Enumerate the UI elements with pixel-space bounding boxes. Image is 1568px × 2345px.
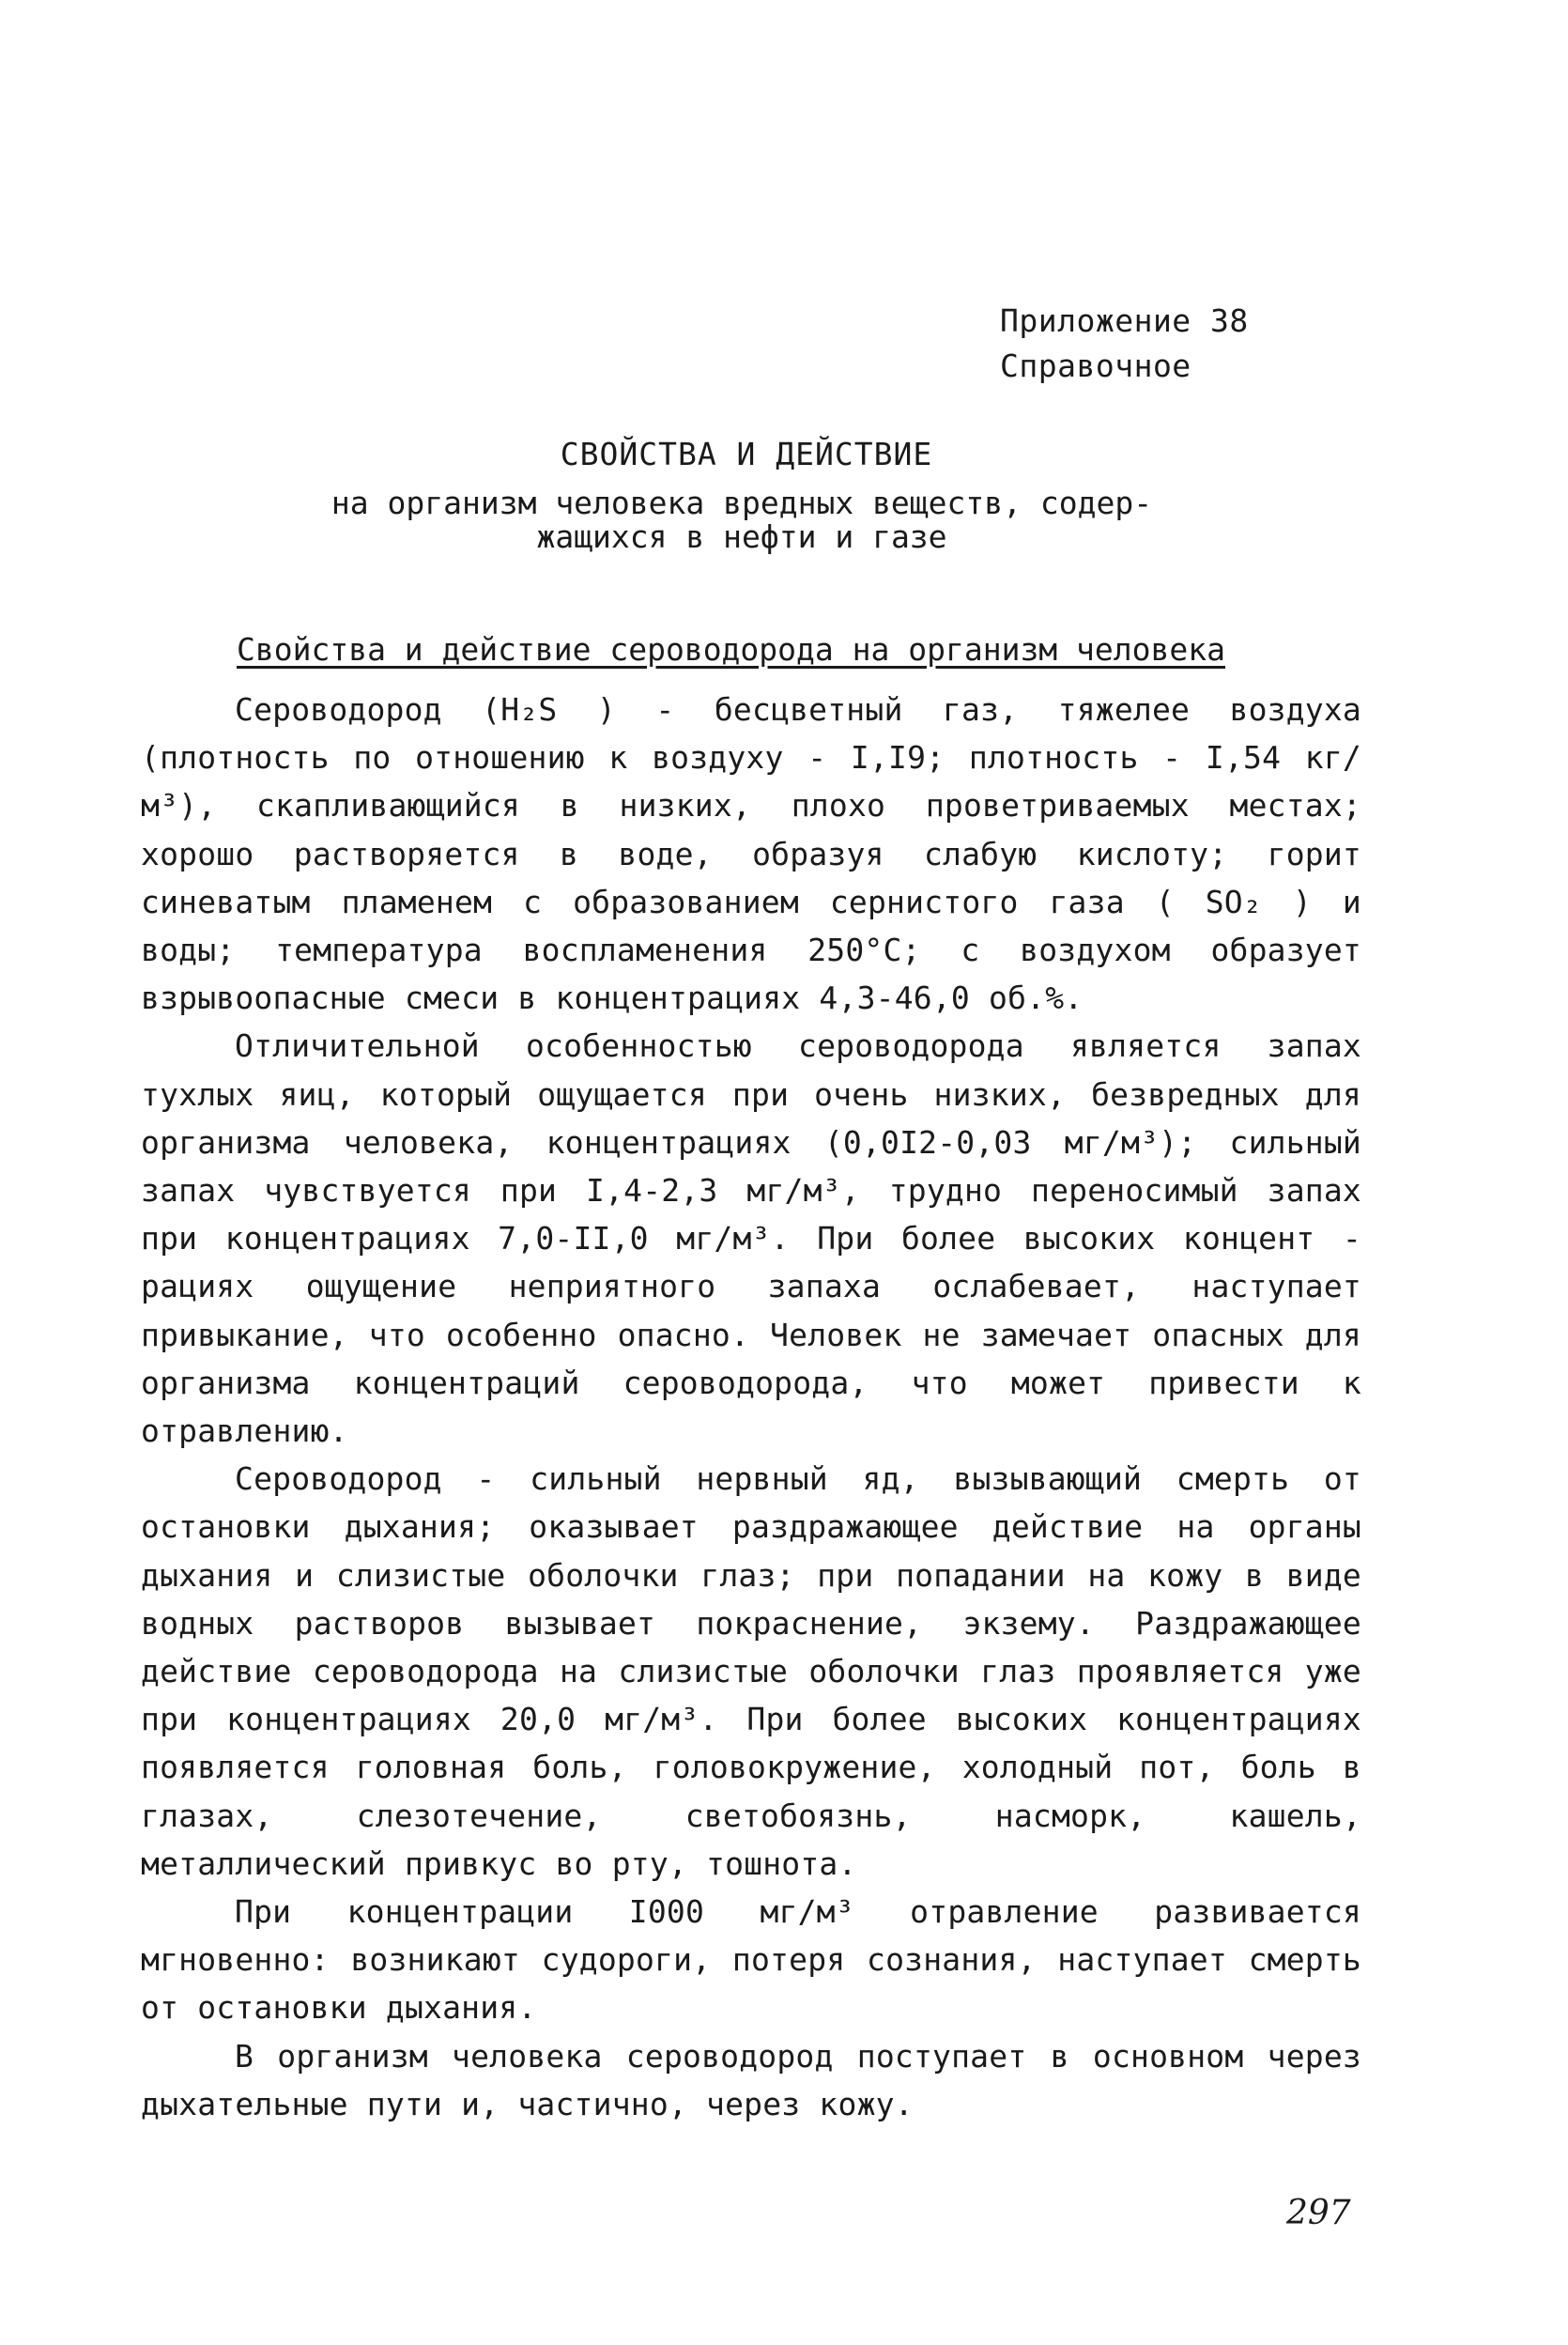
- appendix-label: Приложение 38: [1000, 302, 1249, 339]
- title-subtitle-line-1: на организм человека вредных веществ, содер-: [331, 485, 1153, 521]
- paragraph: Отличительной особенностью сероводорода является запах тухлых яиц, который ощущается при очень низких, безвредных для организма человека, концентрациях (0,0I2-0,03 мг/м³); сильный запах чувствуется при I,4-2,3 мг/м³, трудно переносимый запах при концентрациях 7,0-II,0 мг/м³. При более высоких концент - рациях ощущение неприятного запаха ослабевает, наступает привыкание, что особенно опасно. Человек не замечает опасных для организма концентраций сероводорода, что может привести к отравлению.: [141, 1027, 1361, 1450]
- page-number: 297: [1286, 2194, 1351, 2232]
- paragraph: Сероводород - сильный нервный яд, вызывающий смерть от остановки дыхания; оказывает раздражающее действие на органы дыхания и слизистые оболочки глаз; при попадании на кожу в виде водных растворов вызывает покраснение, экзему. Раздражающее действие сероводорода на слизистые оболочки глаз проявляется уже при концентрациях 20,0 мг/м³. При более высоких концентрациях появляется головная боль, головокружение, холодный пот, боль в глазах, слезотечение, светобоязнь, насморк, кашель, металлический привкус во рту, тошнота.: [141, 1460, 1361, 1882]
- title-subtitle: [0, 486, 1568, 554]
- appendix-kind: Справочное: [1000, 347, 1191, 384]
- paragraph: При концентрации I000 мг/м³ отравление развивается мгновенно: возникают судороги, потеря сознания, наступает смерть от остановки дыхания.: [141, 1893, 1361, 2027]
- document-title: [0, 432, 1568, 554]
- section-title: Свойства и действие сероводорода на организм человека: [237, 631, 1225, 668]
- title-main: СВОЙСТВА И ДЕЙСТВИЕ: [560, 436, 933, 472]
- paragraph: В организм человека сероводород поступает в основном через дыхательные пути и, частично, через кожу.: [141, 2037, 1361, 2122]
- appendix-header: [1000, 299, 1249, 389]
- title-subtitle-line-2: жащихся в нефти и газе: [536, 518, 947, 555]
- body-text: [141, 686, 1361, 2128]
- paragraph: Сероводород (H₂S ) - бесцветный газ, тяжелее воздуха (плотность по отношению к воздуху - I,I9; плотность - I,54 кг/м³), скапливающийся в низких, плохо проветриваемых местах; хорошо растворяется в воде, образуя слабую кислоту; горит синеватым пламенем с образованием сернистого газа ( SO₂ ) и воды; температура воспламенения 250°С; с воздухом образует взрывоопасные смеси в концентрациях 4,3-46,0 об.%.: [141, 691, 1361, 1017]
